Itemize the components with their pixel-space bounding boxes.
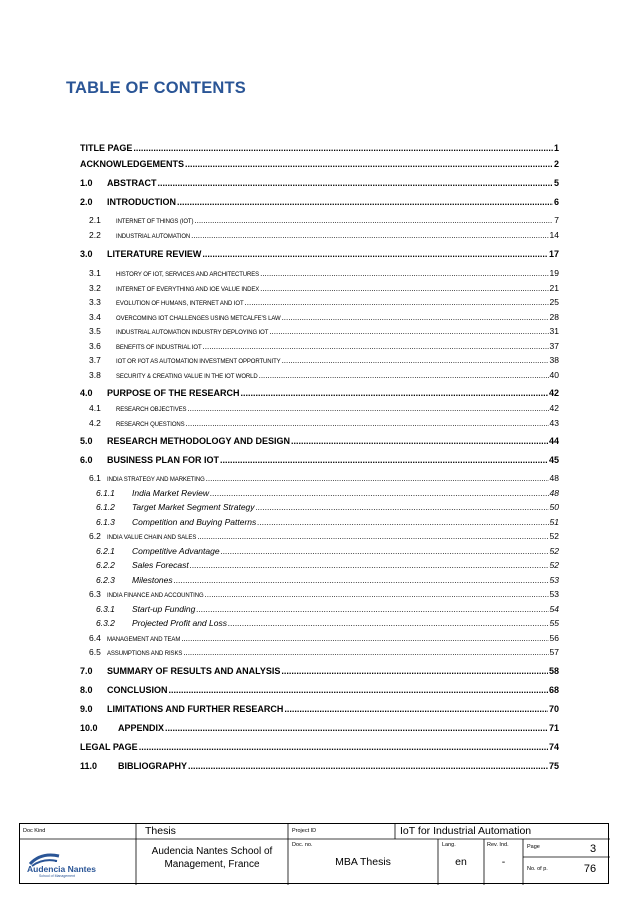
toc-leader-dots xyxy=(133,144,553,153)
toc-entry-page: 2 xyxy=(553,159,559,169)
toc-entry[interactable] xyxy=(80,198,559,207)
toc-entry-page: 54 xyxy=(549,604,559,614)
toc-entry-number: 6.3.2 xyxy=(96,618,115,628)
toc-entry[interactable] xyxy=(80,705,559,714)
toc-entry-number: 4.2 xyxy=(89,418,101,428)
toc-leader-dots xyxy=(206,475,549,483)
toc-entry-page: 52 xyxy=(549,546,559,556)
toc-leader-dots xyxy=(177,198,553,207)
toc-entry[interactable] xyxy=(80,456,559,465)
toc-entry[interactable] xyxy=(80,686,559,695)
toc-entry-title: Target Market Segment Strategy xyxy=(132,502,255,512)
doc-no-value: MBA Thesis xyxy=(335,856,391,868)
toc-entry-title: PURPOSE OF THE RESEARCH xyxy=(107,388,240,398)
toc-entry-title: Competition and Buying Patterns xyxy=(132,517,257,527)
logo-mark-icon xyxy=(27,850,122,878)
toc-entry-title: INDIA VALUE CHAIN AND SALES xyxy=(107,535,197,541)
toc-entry[interactable] xyxy=(80,250,559,259)
toc-leader-dots xyxy=(257,518,548,527)
toc-entry-page: 21 xyxy=(549,283,559,293)
toc-entry[interactable] xyxy=(89,231,559,240)
toc-entry-number: 6.2.3 xyxy=(96,575,115,585)
toc-entry-number: 6.1.3 xyxy=(96,517,115,527)
toc-entry-page: 5 xyxy=(553,178,559,188)
pages-total: 76 xyxy=(583,863,597,875)
toc-entry-title: BIBLIOGRAPHY xyxy=(118,761,188,771)
toc-entry-number: 3.0 xyxy=(80,249,93,259)
toc-entry[interactable] xyxy=(89,648,559,657)
toc-entry-page: 14 xyxy=(549,230,559,240)
toc-entry[interactable] xyxy=(89,298,559,307)
toc-entry-number: 6.4 xyxy=(89,633,101,643)
toc-entry-page: 55 xyxy=(549,618,559,628)
doc-kind-value: Thesis xyxy=(145,825,176,837)
toc-entry-number: 3.4 xyxy=(89,312,101,322)
toc-leader-dots xyxy=(284,705,548,714)
toc-entry-number: 3.7 xyxy=(89,355,101,365)
toc-leader-dots xyxy=(165,724,548,733)
toc-entry-title: ABSTRACT xyxy=(107,178,157,188)
toc-entry-number: 6.3 xyxy=(89,589,101,599)
lang-label: Lang. xyxy=(442,842,456,848)
toc-entry-number: 6.1.2 xyxy=(96,502,115,512)
toc-entry-number: 6.2.1 xyxy=(96,546,115,556)
toc-leader-dots xyxy=(190,561,549,570)
toc-leader-dots xyxy=(139,743,548,752)
toc-entry-title: Milestones xyxy=(132,575,173,585)
toc-entry[interactable] xyxy=(89,356,559,365)
page-label: Page xyxy=(527,844,540,850)
toc-entry-title: TITLE PAGE xyxy=(80,143,133,153)
toc-entry-title: ASSUMPTIONS AND RISKS xyxy=(107,651,183,657)
toc-entry[interactable] xyxy=(96,576,559,585)
toc-entry-page: 74 xyxy=(548,742,559,752)
toc-entry-title: BENEFITS OF INDUSTRIAL IOT xyxy=(116,345,202,351)
toc-entry[interactable] xyxy=(96,561,559,570)
logo-text: Audencia Nantes xyxy=(27,864,96,874)
toc-entry-page: 44 xyxy=(548,436,559,446)
toc-entry-page: 40 xyxy=(549,370,559,380)
toc-entry-title: OVERCOMING IOT CHALLENGES USING METCALFE'S LAW xyxy=(116,316,281,322)
toc-entry-title: LIMITATIONS AND FURTHER RESEARCH xyxy=(107,704,284,714)
toc-leader-dots xyxy=(269,328,548,336)
toc-entry-title: Competitive Advantage xyxy=(132,546,220,556)
toc-entry-number: 3.3 xyxy=(89,297,101,307)
toc-entry[interactable] xyxy=(80,144,559,153)
toc-entry-page: 7 xyxy=(554,215,559,225)
toc-entry-number: 10.0 xyxy=(80,723,98,733)
toc-entry-page: 43 xyxy=(549,418,559,428)
toc-entry-title: MANAGEMENT AND TEAM xyxy=(107,637,181,643)
toc-entry-title: RESEARCH OBJECTIVES xyxy=(116,407,187,413)
project-id-label: Project ID xyxy=(292,828,317,834)
toc-entry[interactable] xyxy=(96,503,559,512)
toc-entry-number: 5.0 xyxy=(80,436,93,446)
toc-leader-dots xyxy=(188,762,548,771)
toc-entry-page: 70 xyxy=(548,704,559,714)
toc-entry-title: RESEARCH METHODOLOGY AND DESIGN xyxy=(107,436,291,446)
toc-entry-page: 31 xyxy=(549,326,559,336)
toc-leader-dots xyxy=(256,503,549,512)
toc-entry-title: Projected Profit and Loss xyxy=(132,618,227,628)
toc-entry-title: LEGAL PAGE xyxy=(80,742,138,752)
toc-entry-page: 71 xyxy=(548,723,559,733)
lang-value: en xyxy=(455,856,467,868)
toc-entry-page: 25 xyxy=(549,297,559,307)
toc-entry[interactable] xyxy=(80,179,559,188)
toc-entry-page: 6 xyxy=(553,197,559,207)
toc-entry[interactable] xyxy=(89,327,559,336)
toc-leader-dots xyxy=(228,619,549,628)
toc-entry-number: 6.1.1 xyxy=(96,488,115,498)
toc-entry-number: 6.1 xyxy=(89,473,101,483)
toc-entry[interactable] xyxy=(80,762,559,771)
toc-entry[interactable] xyxy=(89,419,559,428)
toc-entry-number: 11.0 xyxy=(80,761,98,771)
toc-leader-dots xyxy=(210,489,549,498)
toc-entry-title: Sales Forecast xyxy=(132,560,189,570)
toc-entry[interactable] xyxy=(89,590,559,599)
toc-entry[interactable] xyxy=(96,605,559,614)
toc-entry[interactable] xyxy=(89,313,559,322)
toc-entry-number: 6.3.1 xyxy=(96,604,115,614)
toc-entry-page: 57 xyxy=(549,647,559,657)
school-name: Audencia Nantes School of Management, France xyxy=(151,846,273,870)
toc-leader-dots xyxy=(174,576,549,585)
toc-entry-number: 4.0 xyxy=(80,388,93,398)
toc-entry[interactable] xyxy=(96,489,559,498)
toc-leader-dots xyxy=(158,179,553,188)
audencia-logo xyxy=(27,850,122,878)
toc-entry[interactable] xyxy=(89,634,559,643)
toc-leader-dots xyxy=(281,667,548,676)
doc-no-label: Doc. no. xyxy=(292,842,313,848)
toc-leader-dots xyxy=(185,160,553,169)
toc-leader-dots xyxy=(187,405,548,413)
toc-entry[interactable] xyxy=(96,619,559,628)
toc-leader-dots xyxy=(181,635,548,643)
toc-entry-number: 6.2.2 xyxy=(96,560,115,570)
toc-entry-number: 3.6 xyxy=(89,341,101,351)
toc-entry[interactable] xyxy=(89,284,559,293)
toc-entry-number: 3.8 xyxy=(89,370,101,380)
toc-entry-title: BUSINESS PLAN FOR IOT xyxy=(107,455,220,465)
toc-entry[interactable] xyxy=(89,474,559,483)
toc-entry-title: ACKNOWLEDGEMENTS xyxy=(80,159,184,169)
toc-leader-dots xyxy=(183,649,548,657)
toc-leader-dots xyxy=(241,389,548,398)
toc-leader-dots xyxy=(191,232,548,240)
toc-leader-dots xyxy=(291,437,548,446)
toc-leader-dots xyxy=(196,605,548,614)
toc-entry-page: 58 xyxy=(548,666,559,676)
toc-leader-dots xyxy=(282,357,549,365)
toc-entry-number: 4.1 xyxy=(89,403,101,413)
toc-entry-title: INTRODUCTION xyxy=(107,197,176,207)
toc-leader-dots xyxy=(197,533,548,541)
toc-entry-title: RESEARCH QUESTIONS xyxy=(116,422,185,428)
toc-entry-number: 2.1 xyxy=(89,215,101,225)
toc-entry-number: 2.2 xyxy=(89,230,101,240)
toc-entry[interactable] xyxy=(96,518,559,527)
toc-entry[interactable] xyxy=(80,437,559,446)
toc-entry-number: 7.0 xyxy=(80,666,93,676)
toc-entry-number: 3.1 xyxy=(89,268,101,278)
toc-entry-page: 48 xyxy=(549,473,559,483)
toc-entry-number: 2.0 xyxy=(80,197,93,207)
page-number: 3 xyxy=(589,843,597,855)
toc-entry-title: INTERNET OF THINGS (IOT) xyxy=(116,219,194,225)
toc-leader-dots xyxy=(202,250,548,259)
toc-entry[interactable] xyxy=(80,160,559,169)
toc-entry-page: 45 xyxy=(548,455,559,465)
toc-entry-title: INDIA STRATEGY AND MARKETING xyxy=(107,477,205,483)
toc-entry-title: Start-up Funding xyxy=(132,604,196,614)
logo-subtext: School of Management xyxy=(39,874,75,878)
toc-entry-number: 3.5 xyxy=(89,326,101,336)
toc-entry-title: INTERNET OF EVERYTHING AND IOE VALUE INDEX xyxy=(116,287,260,293)
toc-entry-page: 75 xyxy=(548,761,559,771)
toc-entry-title: LITERATURE REVIEW xyxy=(107,249,202,259)
toc-entry[interactable] xyxy=(89,404,559,413)
toc-leader-dots xyxy=(205,591,549,599)
toc-entry-number: 3.2 xyxy=(89,283,101,293)
page-title: TABLE OF CONTENTS xyxy=(66,79,247,97)
toc-entry-number: 9.0 xyxy=(80,704,93,714)
toc-entry-page: 19 xyxy=(549,268,559,278)
project-title: IoT for Industrial Automation xyxy=(400,825,532,837)
toc-entry-page: 28 xyxy=(549,312,559,322)
toc-entry-page: 48 xyxy=(549,488,559,498)
toc-leader-dots xyxy=(221,547,549,556)
toc-entry-page: 68 xyxy=(548,685,559,695)
toc-entry-title: CONCLUSION xyxy=(107,685,168,695)
toc-entry-title: EVOLUTION OF HUMANS, INTERNET AND IOT xyxy=(116,301,244,307)
toc-entry-title: INDUSTRIAL AUTOMATION INDUSTRY DEPLOYING IOT xyxy=(116,330,269,336)
toc-entry-title: HISTORY OF IOT, SERVICES AND ARCHITECTURES xyxy=(116,272,260,278)
toc-entry-page: 38 xyxy=(549,355,559,365)
toc-entry-number: 6.0 xyxy=(80,455,93,465)
toc-entry-page: 56 xyxy=(549,633,559,643)
toc-entry[interactable] xyxy=(89,269,559,278)
toc-entry[interactable] xyxy=(80,724,559,733)
toc-entry-page: 1 xyxy=(553,143,559,153)
toc-entry-page: 52 xyxy=(549,531,559,541)
toc-entry-page: 53 xyxy=(549,589,559,599)
toc-entry[interactable] xyxy=(89,216,559,225)
toc-leader-dots xyxy=(169,686,548,695)
toc-leader-dots xyxy=(186,420,549,428)
toc-leader-dots xyxy=(282,314,549,322)
pages-label: No. of p. xyxy=(527,866,548,872)
toc-entry-number: 6.2 xyxy=(89,531,101,541)
toc-entry-title: INDIA FINANCE AND ACCOUNTING xyxy=(107,593,204,599)
toc-leader-dots xyxy=(259,372,549,380)
toc-entry-number: 6.5 xyxy=(89,647,101,657)
toc-entry[interactable] xyxy=(80,389,559,398)
toc-entry[interactable] xyxy=(89,371,559,380)
toc-entry-page: 42 xyxy=(548,388,559,398)
toc-entry-title: SECURITY & CREATING VALUE IN THE IOT WORLD xyxy=(116,374,258,380)
toc-entry-page: 52 xyxy=(549,560,559,570)
toc-entry[interactable] xyxy=(89,342,559,351)
toc-entry-title: SUMMARY OF RESULTS AND ANALYSIS xyxy=(107,666,281,676)
toc-entry-page: 53 xyxy=(549,575,559,585)
rev-label: Rev. Ind. xyxy=(487,842,509,848)
toc-entry-title: IOT OR I²OT AS AUTOMATION INVESTMENT OPPORTUNITY xyxy=(116,359,281,365)
toc-entry-page: 50 xyxy=(549,502,559,512)
toc-leader-dots xyxy=(220,456,548,465)
toc-entry-page: 42 xyxy=(549,403,559,413)
toc-leader-dots xyxy=(203,343,549,351)
toc-entry-title: APPENDIX xyxy=(118,723,165,733)
doc-kind-label: Doc Kind xyxy=(23,828,46,834)
toc-entry-number: 1.0 xyxy=(80,178,93,188)
toc-leader-dots xyxy=(260,285,548,293)
toc-entry-number: 8.0 xyxy=(80,685,93,695)
toc-entry[interactable] xyxy=(89,532,559,541)
toc-leader-dots xyxy=(245,299,549,307)
toc-entry[interactable] xyxy=(96,547,559,556)
toc-entry-title: India Market Review xyxy=(132,488,210,498)
toc-entry-title: INDUSTRIAL AUTOMATION xyxy=(116,234,191,240)
toc-entry-page: 51 xyxy=(549,517,559,527)
toc-entry-page: 37 xyxy=(549,341,559,351)
toc-entry[interactable] xyxy=(80,667,559,676)
rev-value: - xyxy=(501,856,506,868)
toc-leader-dots xyxy=(194,217,553,225)
toc-entry[interactable] xyxy=(80,743,559,752)
toc-leader-dots xyxy=(260,270,548,278)
toc-entry-page: 17 xyxy=(548,249,559,259)
